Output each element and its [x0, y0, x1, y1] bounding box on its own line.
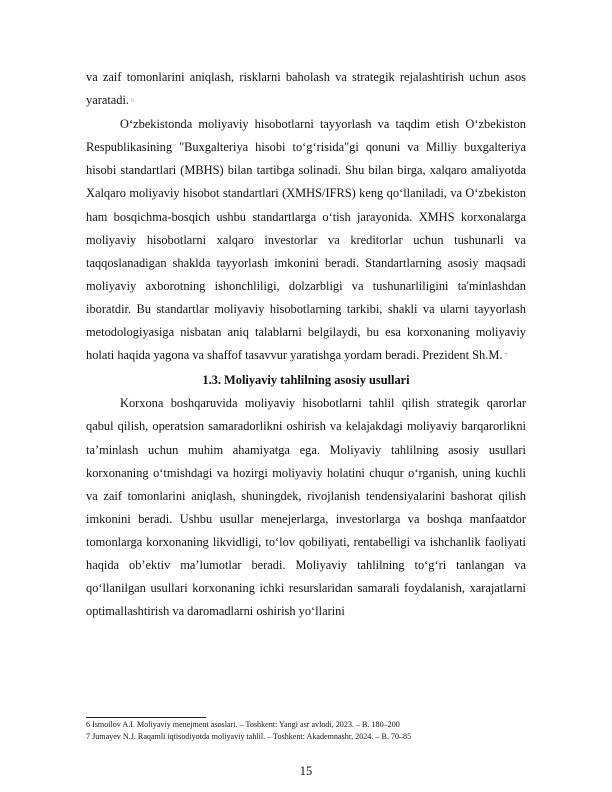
- paragraph-1-text: va zaif tomonlarini aniqlash, risklarni baholash va strategik rejalashtirish uchun asos yaratadi.: [86, 70, 526, 108]
- paragraph-1: [86, 66, 526, 113]
- paragraph-2-text: O‘zbekistonda moliyaviy hisobotlarni tayyorlash va taqdim etish O‘zbekiston Respublikasining "Buxgalteriya hisobi to‘g‘risida"gi qonuni va Milliy buxgalteriya hisobi standartlari (MBHS) bilan tartibga solinadi. Shu bilan birga, xalqaro amaliyotda Xalqaro moliyaviy hisobot standartlari (XMHS/IFRS) keng qo‘llaniladi, va O‘zbekiston ham bosqichma-bosqich ushbu standartlarga o‘tish jarayonida. XMHS korxonalarga moliyaviy hisobotlarni xalqaro investorlar va kreditorlar uchun tushunarli va taqqoslanadigan shaklda tayyorlash imkonini beradi. Standartlarning asosiy maqsadi moliyaviy axborotning ishonchliligi, dolzarbligi va tushunarliligini ta'minlashdan iboratdir. Bu standartlar moliyaviy hisobotlarning tarkibi, shakli va ularni tayyorlash metodologiyasiga nisbatan aniq talablarni belgilaydi, bu esa korxonaning moliyaviy holati haqida yagona va shaffof tasavvur yaratishga yordam beradi. Prezident Sh.M.: [86, 117, 526, 363]
- page-body: [86, 66, 526, 623]
- footnote-marker-7: 7: [504, 353, 508, 360]
- section-heading: 1.3. Moliyaviy tahlilning asosiy usullari: [202, 373, 410, 388]
- footnote-7: 7 Jumayev N.J. Raqamli iqtisodiyotda moliyaviy tahlil. – Toshkent: Akademnashr, 2024. – B. 70–85: [86, 731, 412, 741]
- page-number: 15: [299, 764, 313, 778]
- paragraph-3: Korxona boshqaruvida moliyaviy hisobotlarni tahlil qilish strategik qarorlar qabul qilish, operatsion samaradorlikni oshirish va kelajakdagi moliyaviy barqarorlikni ta’minlash uchun muhim ahamiyatga ega. Moliyaviy tahlilning asosiy usullari korxonaning o‘tmishdagi va hozirgi moliyaviy holatini chuqur o‘rganish, uning kuchli va zaif tomonlarini aniqlash, shuningdek, rivojlanish tendensiyalarini bashorat qilish imkonini beradi. Ushbu usullar menejerlarga, investorlarga va boshqa manfaatdor tomonlarga korxonaning likvidligi, to‘lov qobiliyati, rentabelligi va ishchanlik faoliyati haqida ob’ektiv ma’lumotlar beradi. Moliyaviy tahlilning to‘g‘ri tanlangan va qo‘llanilgan usullari korxonaning ichki resurslaridan samarali foydalanish, xarajatlarni optimallashtirish va daromadlarni oshirish yo‘llarini: [86, 396, 526, 619]
- footnote-6: 6 Ismoilov A.I. Moliyaviy menejment asoslari. – Toshkent: Yangi asr avlodi, 2023. – B. 180–200: [86, 720, 400, 729]
- paragraph-2: [86, 113, 526, 368]
- footnote-marker-6: 6: [131, 98, 134, 105]
- footnotes: [86, 719, 546, 742]
- footnote-divider: [86, 717, 206, 718]
